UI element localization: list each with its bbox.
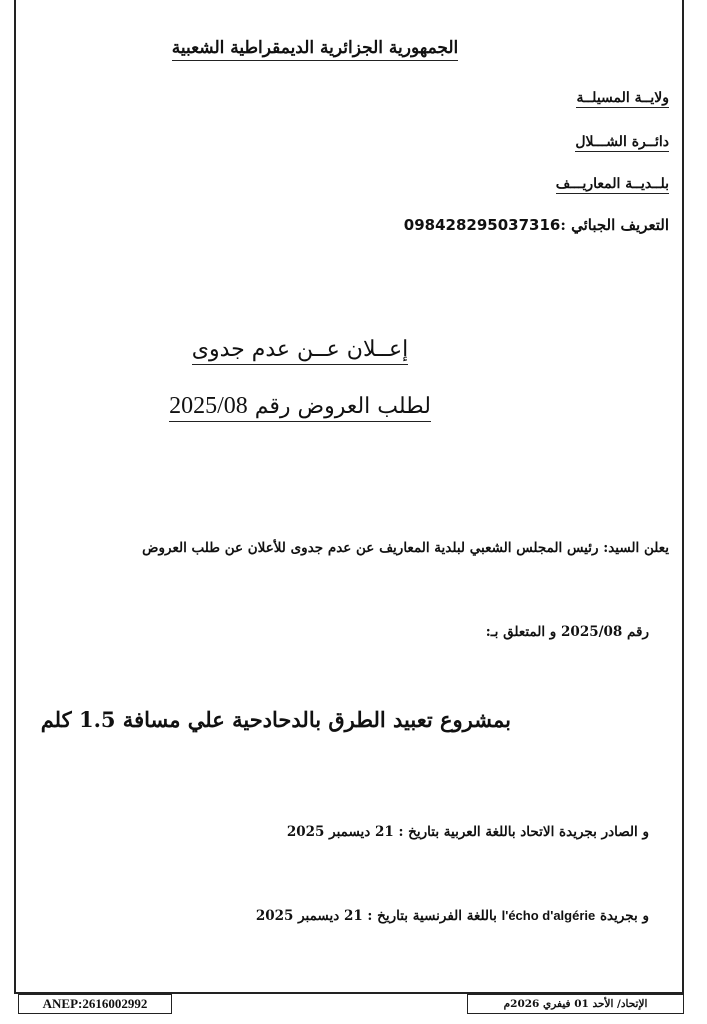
publication-french-suffix: باللغة الفرنسية بتاريخ : 21 ديسمبر 2025 bbox=[255, 908, 497, 924]
republic-heading bbox=[0, 38, 630, 58]
announcement-paragraph: يعلن السيد: رئيس المجلس الشعبي لبلدية المعاريف عن عدم جدوى للأعلان عن طلب العروض bbox=[142, 540, 669, 556]
project-description: بمشروع تعبيد الطرق بالدحادحية علي مسافة 1.5 كلم bbox=[40, 707, 511, 732]
commune-text: بلــديــة المعاريـــف bbox=[555, 176, 669, 192]
announcement-subtitle-underline bbox=[169, 394, 431, 422]
announcement-subtitle-text: لطلب العروض رقم bbox=[255, 394, 431, 422]
newspaper-issue-date: الإتحاد/ الأحد 01 فيفري 2026م bbox=[467, 994, 684, 1014]
fiscal-id-label: التعريف الجبائي : bbox=[560, 216, 669, 234]
publication-french-newspaper-name: l'écho d'algérie bbox=[501, 908, 596, 923]
announcement-title-text: إعــلان عــن عدم جدوى bbox=[192, 337, 408, 365]
fiscal-id-row bbox=[404, 216, 669, 234]
wilaya-text: ولايــة المسيلــة bbox=[576, 90, 669, 106]
announcement-title bbox=[160, 337, 440, 362]
publication-french-prefix: و بجريدة bbox=[599, 908, 649, 924]
tender-reference: رقم 2025/08 و المتعلق بـ: bbox=[485, 624, 649, 640]
fiscal-id-number: 098428295037316 bbox=[403, 216, 561, 234]
republic-heading-text: الجمهورية الجزائرية الديمقراطية الشعبية bbox=[172, 38, 459, 61]
announcement-subtitle bbox=[160, 393, 440, 420]
wilaya-line bbox=[576, 90, 669, 106]
commune-line bbox=[556, 176, 669, 192]
publication-french-newspaper bbox=[256, 908, 649, 924]
daira-text: دائــرة الشـــلال bbox=[575, 134, 669, 150]
daira-line bbox=[575, 134, 669, 150]
anep-reference: ANEP:2616002992 bbox=[18, 994, 172, 1014]
publication-arabic-newspaper: و الصادر بجريدة الاتحاد باللغة العربية بتاريخ : 21 ديسمبر 2025 bbox=[286, 824, 649, 840]
tender-number: 2025/08 bbox=[169, 393, 248, 422]
